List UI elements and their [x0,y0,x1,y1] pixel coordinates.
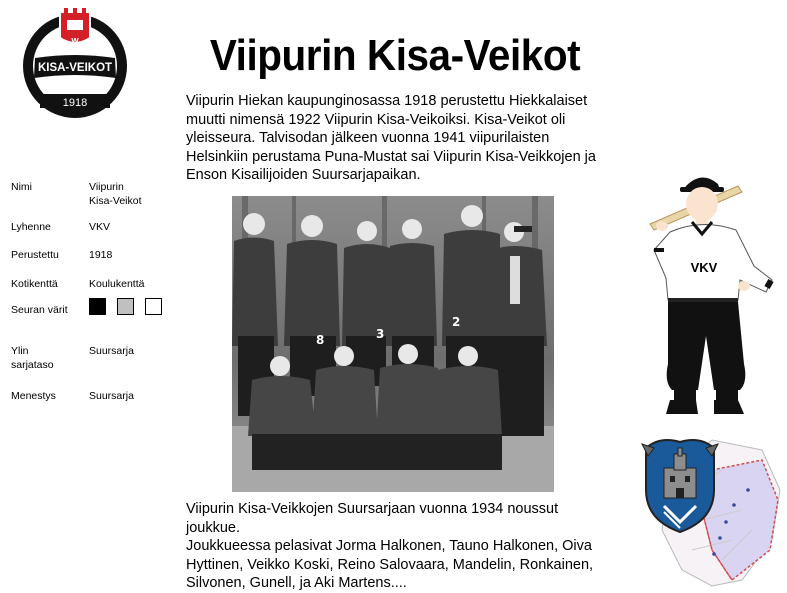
jersey-number: 8 [316,333,325,347]
jersey-number: 2 [452,315,461,329]
intro-line: Viipurin Hiekan kaupunginosassa 1918 perustettu Hiekkalaiset [186,93,588,109]
shirt-text: VKV [690,260,718,275]
info-label: Ylin sarjataso [11,345,54,371]
info-value: Koulukenttä [89,278,145,290]
caption-line: Viipurin Kisa-Veikkojen Suursarjaan vuonna 1934 noussut joukkue. [186,501,559,536]
page-title: Viipurin Kisa-Veikot [209,31,581,80]
intro-line: yleisseura. Talvisodan jälkeen vuonna 1941 viipurilaisten [186,130,550,146]
info-label: Lyhenne [11,221,51,233]
team-photo [232,196,554,492]
intro-text [186,92,606,185]
intro-line: Helsinkiin perustama Puna-Mustat sai Viipurin Kisa-Veikkojen ja [186,148,596,165]
caption-line: Joukkueessa pelasivat Jorma Halkonen, Tauno Halkonen, Oiva [186,538,592,554]
club-logo [20,8,130,120]
logo-year: 1918 [62,97,88,109]
info-value: 1918 [89,249,113,261]
info-label: Nimi [11,181,32,193]
viipuri-coat-of-arms [640,434,720,534]
color-swatch-white [145,298,162,315]
color-swatch-black [89,298,106,315]
caption-line: Hyttinen, Veikko Koski, Reino Salovaara, Mandelin, Ronkainen, [186,556,594,573]
player-uniform-illustration [640,168,780,420]
caption-line: Silvonen, Gunell, ja Aki Martens.... [186,575,407,591]
info-label: Seuran värit [11,304,68,316]
info-value: VKV [89,221,111,233]
tower-icon [60,8,90,45]
color-swatch-grey [117,298,134,315]
logo-text: KISA-VEIKOT [37,62,113,74]
photo-caption [186,500,616,593]
info-value: Suursarja [89,345,134,357]
info-value: Viipurin Kisa-Veikot [89,181,142,207]
info-label: Menestys [11,390,56,402]
jersey-number: 3 [376,327,385,341]
info-label: Kotikenttä [11,278,58,290]
intro-line: muutti nimensä 1922 Viipurin Kisa-Veikoiksi. Kisa-Veikot oli [186,111,566,128]
svg-text:W: W [71,37,79,45]
intro-line: Enson Kisailijoiden Suursarjapaikan. [186,167,421,183]
info-value: Suursarja [89,390,134,402]
info-label: Perustettu [11,249,59,261]
